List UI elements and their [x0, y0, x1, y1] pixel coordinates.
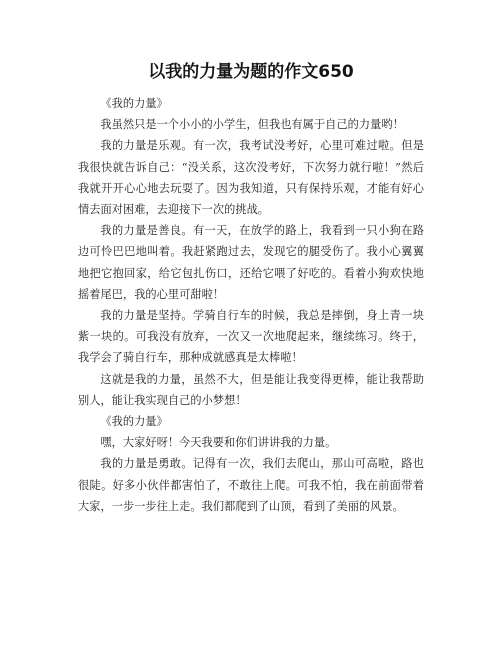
- courage-paragraph: 我的力量是勇敢。记得有一次，我们去爬山，那山可高啦，路也很陡。好多小伙伴都害怕了，不敢往上爬。可我不怕，我在前面带着大家，一步一步往上走。我们都爬到了山顶，看到了美丽的风景。: [78, 457, 424, 513]
- conclusion-paragraph: 这就是我的力量，虽然不大，但是能让我变得更棒，能让我帮助别人，能让我实现自己的小梦想！: [78, 372, 424, 407]
- intro-paragraph: 我虽然只是一个小小的小学生，但我也有属于自己的力量哟！: [100, 118, 404, 132]
- document-body: [78, 93, 424, 517]
- kindness-paragraph: 我的力量是善良。有一天，在放学的路上，我看到一只小狗在路边可怜巴巴地叫着。我赶紧跑过去，发现它的腿受伤了。我小心翼翼地把它抱回家，给它包扎伤口，还给它喂了好吃的。看着小狗欢快地摇着尾巴，我的心里可甜啦！: [78, 224, 424, 301]
- essay-heading-2: 《我的力量》: [100, 415, 168, 429]
- document-title: 以我的力量为题的作文650: [148, 62, 354, 82]
- essay-heading-1: 《我的力量》: [100, 97, 168, 110]
- optimism-paragraph: 我的力量是乐观。有一次，我考试没考好，心里可难过啦。但是我很快就告诉自己：“没关系，这次没考好，下次努力就行啦！”然后我就开开心心地去玩耍了。因为我知道，只有保持乐观，才能有好心情去面对困难，去迎接下一次的挑战。: [78, 139, 424, 217]
- persistence-paragraph: 我的力量是坚持。学骑自行车的时候，我总是摔倒，身上青一块紫一块的。可我没有放弃，一次又一次地爬起来，继续练习。终于，我学会了骑自行车，那种成就感真是太棒啦！: [78, 309, 424, 365]
- greeting-paragraph: 嘿，大家好呀！今天我要和你们讲讲我的力量。: [100, 436, 337, 450]
